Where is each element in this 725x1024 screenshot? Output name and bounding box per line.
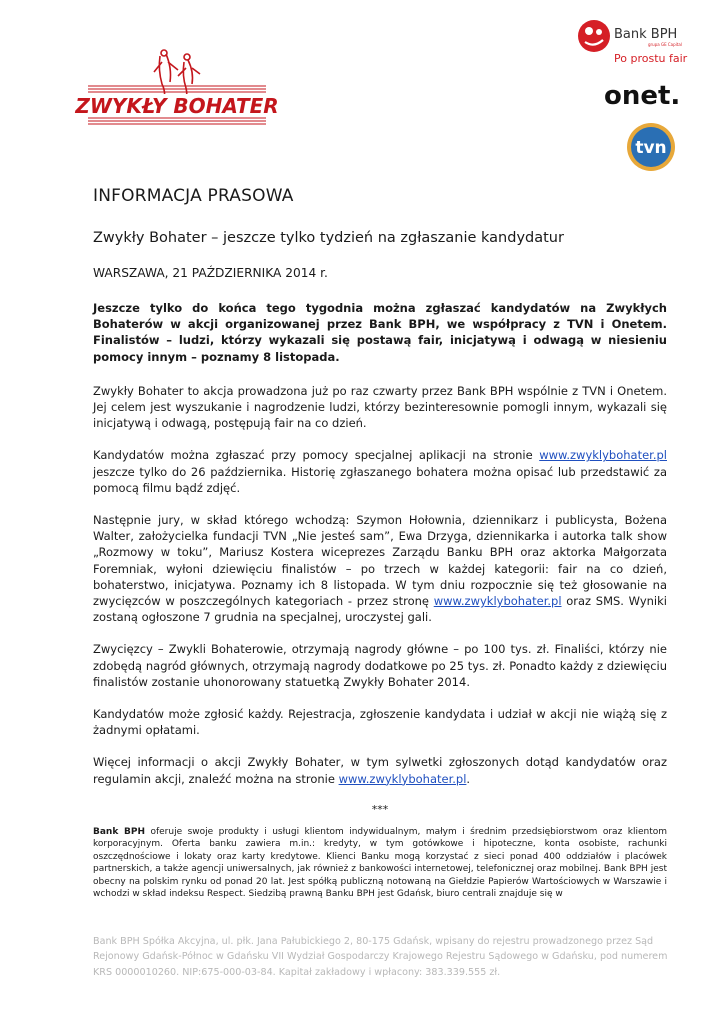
paragraph-5: Kandydatów może zgłosić każdy. Rejestracja, zgłoszenie kandydata i udział w akcji nie wiążą się z żadnymi opłatami. — [93, 707, 667, 738]
bank-bph-name: Bank BPH — [614, 27, 678, 42]
footer-line-1: Bank BPH Spółka Akcyjna, ul. płk. Jana Pałubickiego 2, 80-175 Gdańsk, wpisany do rejestru prowadzonego przez Sąd — [93, 936, 654, 947]
website-link[interactable]: www.zwyklybohater.pl — [338, 771, 467, 786]
bank-bph-logo — [576, 18, 686, 70]
about-bank-bph — [93, 826, 667, 900]
onet-logo — [604, 80, 688, 110]
dateline: WARSZAWA, 21 PAŹDZIERNIKA 2014 r. — [93, 266, 328, 280]
zwykly-bohater-logo-text: ZWYKŁY BOHATER — [75, 94, 279, 118]
tvn-logo — [626, 122, 676, 172]
paragraph-1: Zwykły Bohater to akcja prowadzona już po raz czwarty przez Bank BPH wspólnie z TVN i Onetem. Jej celem jest wyszukanie i nagrodzenie ludzi, którzy bezinteresownie pomogli innym, wykazali się inicjatywą i odwagą, postępują fair na co dzień. — [93, 383, 667, 431]
paragraph-2-text-end: jeszcze tylko do 26 października. Historię zgłaszanego bohatera można opisać lub przedstawić za pomocą filmu bądź zdjęć. — [93, 464, 667, 495]
paragraph-6-text: Więcej informacji o akcji Zwykły Bohater, w tym sylwetki zgłoszonych dotąd kandydatów oraz regulamin akcji, znaleźć można na stronie — [93, 755, 667, 786]
zwykly-bohater-logo — [75, 48, 279, 136]
bank-bph-group: grupa GE Capital — [648, 42, 682, 47]
footer-line-2: Rejonowy Gdańsk-Północ w Gdańsku VII Wydział Gospodarczy Krajowego Rejestru Sądowego w Gdańsku, pod numerem — [93, 951, 668, 963]
paragraph-3-text-end: oraz SMS. Wyniki zostaną ogłoszone 7 grudnia na specjalnej, uroczystej gali. — [93, 594, 667, 625]
section-separator: *** — [371, 802, 389, 816]
article-body — [93, 300, 667, 900]
page-title: INFORMACJA PRASOWA — [93, 186, 294, 206]
paragraph-6-text-end: . — [466, 771, 471, 786]
lead-paragraph: Jeszcze tylko do końca tego tygodnia można zgłaszać kandydatów na Zwykłych Bohaterów w akcji organizowanej przez Bank BPH, we współpracy z TVN i Onetem. Finalistów – ludzi, którzy wykazali się postawą fair, inicjatywą i odwagą w niesieniu pomocy innym – poznamy 8 listopada. — [93, 301, 667, 364]
about-bank-text: oferuje swoje produkty i usługi klientom indywidualnym, małym i średnim przedsiębiorstwom oraz klientom korporacyjnym. Oferta banku zawiera m.in.: kredyty, w tym gotówkowe i hipoteczne, konta osobiste, rachunki oszczędnościowe i lokaty oraz karty kredytowe. Klienci Banku mogą korzystać z sieci ponad 400 oddziałów i placówek partnerskich, a także agencji uniwersalnych, jak również z bankowości internetowej, telefonicznej oraz mobilnej. Bank BPH jest obecny na polskim rynku od ponad 20 lat. Jest spółką publiczną notowaną na Giełdzie Papierów Wartościowych w Warszawie i wchodzi w skład indeksu Respect. Siedzibą prawną Banku BPH jest Gdańsk, biuro centrali znajduje się w — [93, 826, 667, 899]
paragraph-2-text: Kandydatów można zgłaszać przy pomocy specjalnej aplikacji na stronie — [93, 448, 540, 463]
legal-footer — [93, 934, 668, 980]
paragraph-4: Zwycięzcy – Zwykli Bohaterowie, otrzymają nagrody główne – po 100 tys. zł. Finaliści, którzy nie zdobędą nagród głównych, otrzymają nagrody dodatkowe po 25 tys. zł. Ponadto każdy z dziewięciu finalistów zostanie uhonorowany statuetką Zwykły Bohater 2014. — [93, 642, 667, 689]
bank-bph-tagline: Po prostu fair — [614, 52, 688, 65]
tvn-logo-text: tvn — [635, 138, 667, 158]
footer-line-3: KRS 0000010260. NIP:675-000-03-84. Kapitał zakładowy i wpłacony: 383.339.555 zł. — [93, 966, 501, 978]
website-link[interactable]: www.zwyklybohater.pl — [433, 594, 562, 609]
about-bank-name: Bank BPH — [93, 826, 146, 837]
paragraph-3 — [93, 512, 667, 625]
onet-logo-text: onet. — [604, 81, 681, 111]
website-link[interactable]: www.zwyklybohater.pl — [539, 448, 667, 463]
paragraph-2 — [93, 447, 667, 496]
paragraph-6 — [93, 754, 667, 786]
headline: Zwykły Bohater – jeszcze tylko tydzień na zgłaszanie kandydatur — [93, 230, 564, 246]
paragraph-3-text: Następnie jury, w skład którego wchodzą: Szymon Hołownia, dziennikarz i publicysta, Bożena Walter, założycielka fundacji TVN „Nie jesteś sam”, Ewa Drzyga, dziennikarka i autorka talk show „Rozmowy w toku”, Mariusz Kostera wiceprezes Zarządu Banku BPH oraz aktorka Małgorzata Foremniak, wyłoni dziewięciu finalistów – po trzech w każdej kategorii: fair na co dzień, bohaterstwo, inicjatywa. Poznamy ich 8 listopada. W tym dniu rozpocznie się też głosowanie na zwycięzców w poszczególnych kategoriach - przez stronę — [93, 513, 667, 609]
